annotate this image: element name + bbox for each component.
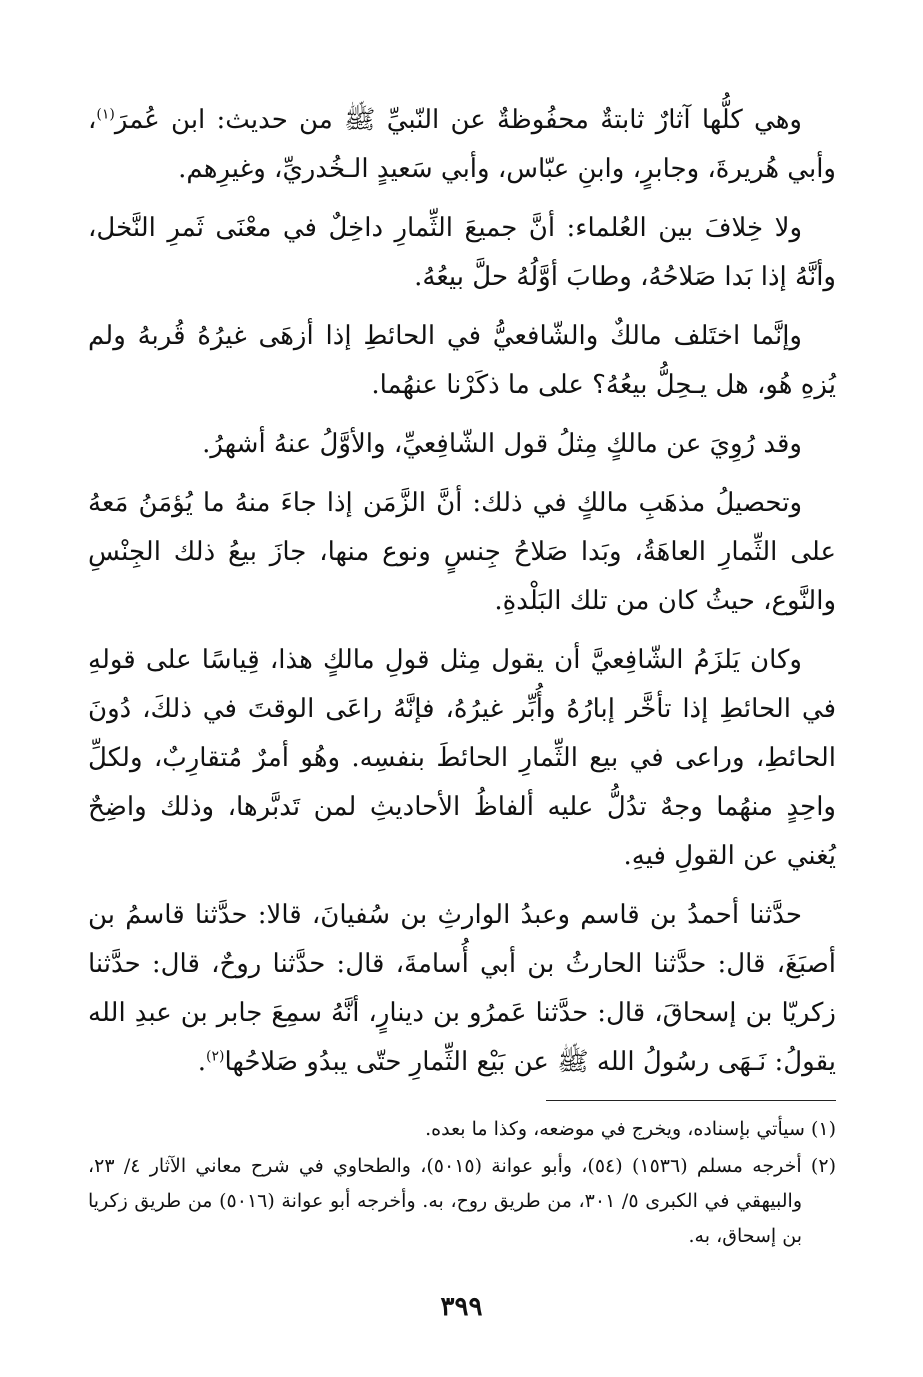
footnote-reference-2: (٢) <box>205 1048 225 1065</box>
footnote-1: (١) سيأتي بإسناده، ويخرج في موضعه، وكذا ما بعده. <box>425 1118 836 1140</box>
paragraph-7-text-start: حدَّثنا أحمدُ بن قاسم وعبدُ الوارثِ بن سُفيانَ، قالا: حدَّثنا قاسمُ بن أصبَغَ، قال: حدَّثنا الحارثُ بن أبي أُسامةَ، قال: حدَّثنا روحٌ، قال: حدَّثنا زكريّا بن إسحاقَ، قال: حدَّثنا عَمرُو بن دينارٍ، أنَّهُ سمِعَ جابر بن عبدِ الله يقولُ: نَـهَى رسُولُ الله ﷺ عن بَيْع الثِّمارِ حتّى يبدُو صَلاحُها <box>88 900 836 1077</box>
paragraph-5: وتحصيلُ مذهَبِ مالكٍ في ذلك: أنَّ الزَّمَن إذا جاءَ منهُ ما يُؤمَنُ مَعهُ على الثِّمارِ العاهَةُ، وبَدا صَلاحُ جِنسٍ ونوع منها، جازَ بيعُ ذلك الجِنْسِ والنَّوع، حيثُ كان من تلك البَلْدةِ. <box>88 488 836 616</box>
paragraph-1-text-end: ، وأبي هُريرةَ، وجابرٍ، وابنِ عبّاس، وأبي سَعيدٍ الـخُدريِّ، وغيرِهم. <box>88 105 836 184</box>
paragraph-4: وقد رُوِيَ عن مالكٍ مِثلُ قول الشّافِعيِّ، والأوَّلُ عنهُ أشهرُ. <box>202 429 802 459</box>
paragraph-1 <box>88 96 836 194</box>
footnotes <box>88 1112 836 1256</box>
paragraph-2: ولا خِلافَ بين العُلماء: أنَّ جميعَ الثِّمارِ داخِلٌ في معْنَى ثَمرِ النَّخل، وأنَّهُ إذا بَدا صَلاحُهُ، وطابَ أوَّلُهُ حلَّ بيعُهُ. <box>88 213 836 292</box>
footnote-2: (٢) أخرجه مسلم (١٥٣٦) (٥٤)، وأبو عوانة (٥٠١٥)، والطحاوي في شرح معاني الآثار ٤/ ٢٣، والبيهقي في الكبرى ٥/ ٣٠١، من طريق روح، به. وأخرجه أبو عوانة (٥٠١٦) من طريق زكريا بن إسحاق، به. <box>88 1155 836 1247</box>
paragraph-6: وكان يَلزَمُ الشّافِعيَّ أن يقول مِثل قولِ مالكٍ هذا، قِياسًا على قولهِ في الحائطِ إذا تأخَّر إبارُهُ وأُبِّر غيرُهُ، فإنَّهُ راعَى الوقتَ في ذلكَ، دُونَ الحائطِ، وراعى في بيع الثِّمارِ الحائطَ بنفسِه. وهُو أمرٌ مُتقارِبٌ، ولكلِّ واحِدٍ منهُما وجهٌ تدُلُّ عليه ألفاظُ الأحاديثِ لمن تَدبَّرها، وذلك واضِحٌ يُغني عن القولِ فيهِ. <box>88 645 836 871</box>
paragraph-1-text-start: وهي كلُّها آثارٌ ثابتةٌ محفُوظةٌ عن النّبيِّ ﷺ من حديث: ابن عُمرَ <box>114 105 802 135</box>
footnote-separator <box>546 1100 836 1101</box>
paragraph-3: وإنَّما اختَلف مالكٌ والشّافعيُّ في الحائطِ إذا أزهَى غيرُهُ قُربهُ ولم يُزهِ هُو، هل يـحِلُّ بيعُهُ؟ على ما ذكَرْنا عنهُما. <box>88 321 836 400</box>
footnote-reference-1: (١) <box>96 106 115 123</box>
paragraph-7 <box>88 891 836 1087</box>
main-text <box>88 96 836 1087</box>
page-number: ٣٩٩ <box>440 1292 483 1322</box>
paragraph-7-text-end: . <box>197 1047 206 1077</box>
